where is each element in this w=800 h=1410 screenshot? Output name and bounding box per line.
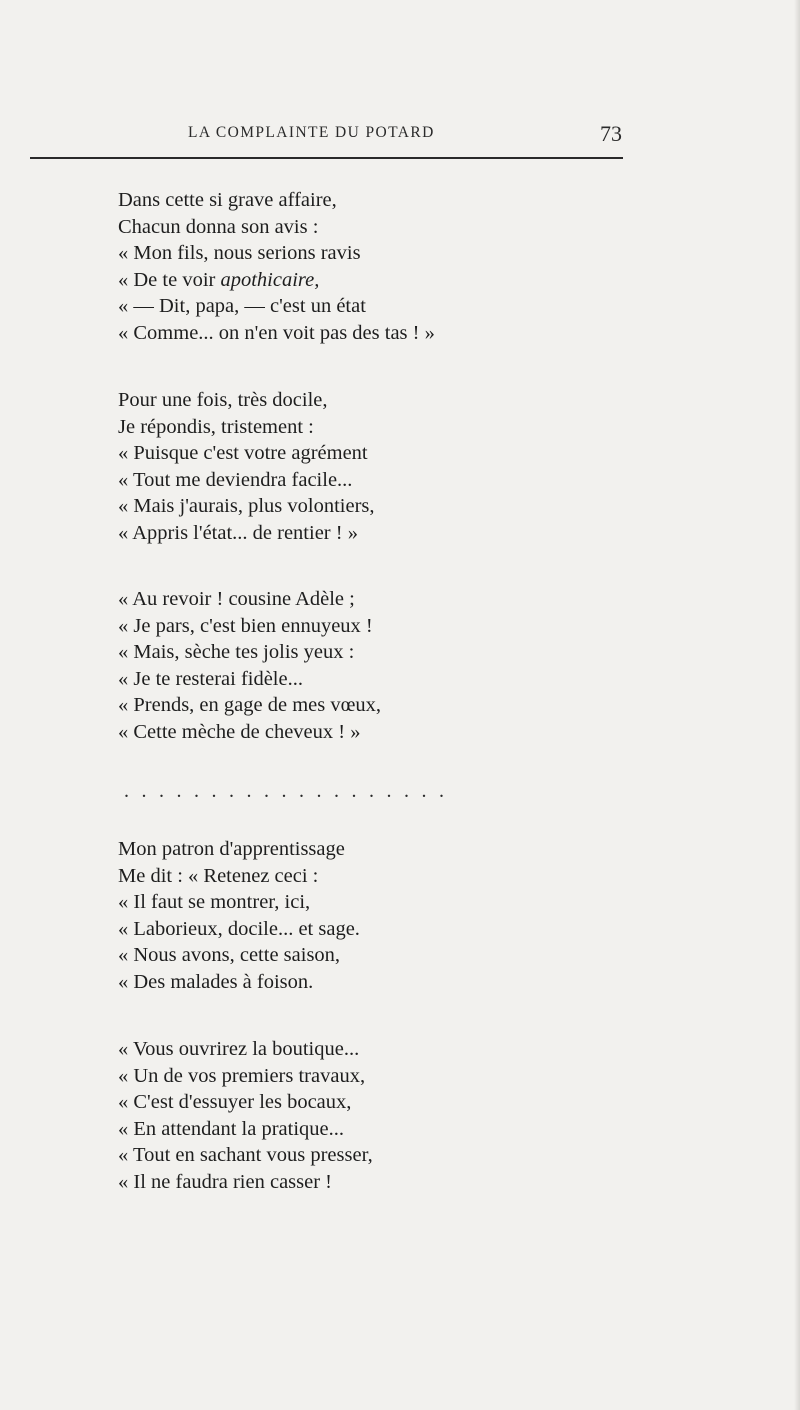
verse-line: « Mon fils, nous serions ravis — [118, 242, 361, 265]
stanza-3 — [118, 586, 381, 746]
verse-line: « Mais j'aurais, plus volontiers, — [118, 495, 375, 518]
verse-line: « Laborieux, docile... et sage. — [118, 917, 360, 940]
verse-line: « Il ne faudra rien casser ! — [118, 1170, 332, 1193]
verse-line: Mon patron d'apprentissage — [118, 838, 345, 860]
stanza-2 — [118, 387, 375, 547]
verse-line: « Prends, en gage de mes vœux, — [118, 694, 382, 717]
verse-line: Dans cette si grave affaire, — [118, 189, 337, 211]
verse-line: Pour une fois, très docile, — [118, 389, 328, 411]
verse-line: « Au revoir ! cousine Adèle ; — [118, 588, 355, 610]
verse-line: « Vous ouvrirez la boutique... — [118, 1038, 360, 1060]
verse-line: « Tout me deviendra facile... — [118, 468, 353, 491]
verse-line: « Cette mèche de cheveux ! » — [118, 720, 361, 743]
verse-line: « — Dit, papa, — c'est un état — [118, 295, 366, 318]
verse-line: « Un de vos premiers travaux, — [118, 1064, 366, 1087]
running-head-title: LA COMPLAINTE DU POTARD — [188, 124, 435, 141]
verse-line: « Je pars, c'est bien ennuyeux ! — [118, 614, 373, 637]
verse-line: « Il faut se montrer, ici, — [118, 891, 311, 914]
stanza-4 — [118, 836, 360, 996]
verse-line: « Mais, sèche tes jolis yeux : — [118, 641, 355, 664]
page-edge-shadow — [794, 0, 800, 1410]
verse-line: « Puisque c'est votre agrément — [118, 442, 368, 465]
verse-line: Chacun donna son avis : — [118, 215, 319, 238]
verse-line: « C'est d'essuyer les bocaux, — [118, 1091, 352, 1114]
verse-line: « Des malades à foison. — [118, 970, 314, 993]
stanza-5 — [118, 1036, 373, 1196]
verse-line: « Comme... on n'en voit pas des tas ! » — [118, 321, 435, 344]
header-rule — [30, 157, 623, 159]
verse-line: « Tout en sachant vous presser, — [118, 1144, 373, 1167]
verse-line: « Appris l'état... de rentier ! » — [118, 521, 358, 544]
verse-line — [118, 267, 435, 294]
page-number: 73 — [600, 121, 622, 146]
verse-line: Je répondis, tristement : — [118, 415, 314, 438]
verse-line: « En attendant la pratique... — [118, 1117, 344, 1140]
verse-line: « Je te resterai fidèle... — [118, 667, 303, 690]
verse-line: « Nous avons, cette saison, — [118, 944, 341, 967]
verse-line: Me dit : « Retenez ceci : — [118, 864, 319, 887]
italic-word: apothicaire, — [220, 268, 320, 291]
ellipsis-separator: ................... — [124, 780, 457, 802]
verse-line-start: « De te voir — [118, 268, 221, 291]
stanza-1 — [118, 187, 435, 347]
